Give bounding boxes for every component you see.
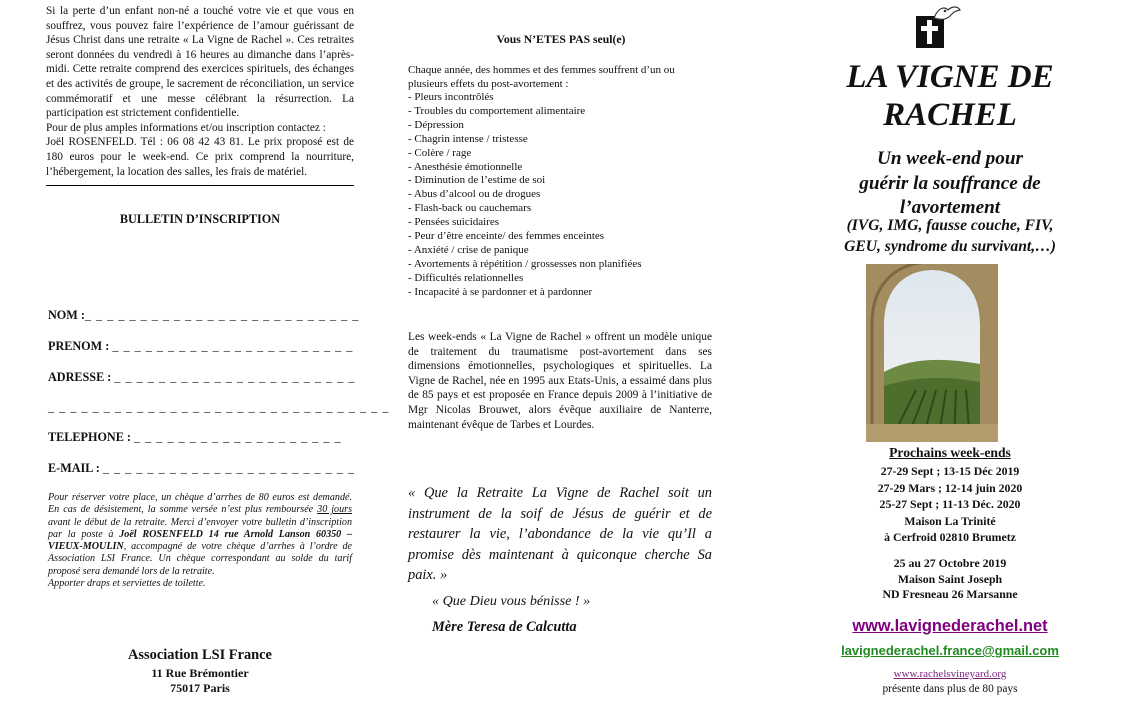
effect-item: - Incapacité à se pardonner et à pardonner [408,286,642,300]
subtitle-line3: l’avortement [899,197,1001,219]
note-part-c: avant le début de la retraite. Merci d’envoyer votre bulletin d’inscription par la poste à [48,516,352,540]
effects-intro: Chaque année, des hommes et des femmes souffrent d’un ou plusieurs effets du post-avortement : [408,64,675,90]
effect-item: - Abus d’alcool ou de drogues [408,188,642,202]
right-column [800,0,1100,724]
subtitle-line2: guérir la souffrance de [859,172,1041,194]
dates-block-2 [800,556,1100,603]
telephone-field[interactable] [48,430,342,445]
effect-item: - Chagrin intense / tristesse [408,133,642,147]
nom-line: _ _ _ _ _ _ _ _ _ _ _ _ _ _ _ _ _ _ _ _ _ _ _ _ _ [84,308,360,322]
effect-item: - Troubles du comportement alimentaire [408,105,642,119]
association-name: Association LSI France [128,647,272,663]
main-title-line1: LA VIGNE DE [846,59,1054,95]
prenom-field[interactable] [48,339,353,354]
telephone-label: TELEPHONE : [48,430,131,444]
subtitle [800,147,1100,221]
types-line1: (IVG, IMG, fausse couche, FIV, [846,217,1054,234]
email-field[interactable] [48,461,355,476]
main-title [800,58,1100,134]
website-link[interactable]: www.lavignederachel.net [852,617,1048,635]
prenom-label: PRENOM : [48,339,110,353]
intro-paragraph: Si la perte d’un enfant non-né a touché votre vie et que vous en souffrez, vous pouvez faire l’expérience de l’amour guérissant de Jésus Christ dans une retraite « La Vigne de Rachel ». Ces retraites seront données du vendredi à 16 heures au dimanche dans l’après-midi. Cette retraite comprend des exercices spirituels, des échanges et des activités de groupe, le sacrement de réconciliation, un service commémoratif et une messe célébrant la résurrection. La participation est strictement confidentielle. [46,5,354,120]
about-paragraph: Les week-ends « La Vigne de Rachel » offrent un modèle unique de traitement du traumatisme post-avortement dans ses dimensions émotionnelles, psychologiques et spirituelles. La Vigne de Rachel, née en 1995 aux Etats-Unis, a essaimé dans plus de 85 pays et est proposée en France depuis 2009 à l’initiative de Mgr Nicolas Brouwet, alors évêque auxiliaire de Nanterre, maintenant évêque de Tarbes et Lourdes. [408,331,712,431]
date-line: ND Fresneau 26 Marsanne [882,587,1018,602]
email-line: _ _ _ _ _ _ _ _ _ _ _ _ _ _ _ _ _ _ _ _ _ _ _ [102,461,356,475]
prenom-line: _ _ _ _ _ _ _ _ _ _ _ _ _ _ _ _ _ _ _ _ _ _ [112,339,354,353]
blessing: « Que Dieu vous bénisse ! » [432,593,591,609]
email-link[interactable]: lavignederachel.france@gmail.com [841,643,1059,658]
note-30-jours: 30 jours [317,504,352,516]
adresse-label: ADRESSE : [48,370,112,384]
presence-text: présente dans plus de 80 pays [882,683,1018,695]
adresse-field-2[interactable] [48,400,389,415]
date-line: à Cerfroid 02810 Brumetz [884,530,1016,545]
next-weekends-title: Prochains week-ends [889,445,1011,460]
date-line: 25 au 27 Octobre 2019 [893,556,1007,570]
email-label: E-MAIL : [48,461,100,475]
effect-item: - Pleurs incontrôlés [408,91,642,105]
association-street: 11 Rue Brémontier [151,666,249,680]
divider [46,185,354,186]
quote: « Que la Retraite La Vigne de Rachel soit un instrument de la soif de Jésus de guérir et de restaurer la vie, l’abondance de la vie qu’Il a promise dès maintenant à quiconque cherche Sa paix. » [408,485,712,584]
date-line: 25-27 Sept ; 11-13 Déc. 2020 [879,497,1021,512]
telephone-line: _ _ _ _ _ _ _ _ _ _ _ _ _ _ _ _ _ _ _ [134,430,342,444]
subtitle-line1: Un week-end pour [876,148,1024,169]
info-paragraph: Pour de plus amples informations et/ou inscription contactez : [46,121,326,134]
note-part-a: Pour réserver votre place, un chèque d’arrhes de 80 euros est demandé. En cas de désistement, la somme versée n’est plus remboursée [48,492,352,516]
types-list [800,215,1100,257]
bulletin-title: BULLETIN D’INSCRIPTION [119,212,281,227]
effect-item: - Colère / rage [408,147,642,161]
nom-field[interactable] [48,308,359,323]
contact-paragraph: Joël ROSENFELD. Tél : 06 08 42 43 81. Le prix proposé est de 180 euros pour le week-end. Ce prix comprend la nourriture, l’hébergement, la location des salles, les frais de matériel. [46,136,354,178]
effect-item: - Anesthésie émotionnelle [408,161,642,175]
note-part-f: Apporter draps et serviettes de toilette. [48,578,206,590]
effect-item: - Avortements à répétition / grossesses non planifiées [408,258,642,272]
adresse-line: _ _ _ _ _ _ _ _ _ _ _ _ _ _ _ _ _ _ _ _ _ _ [114,370,356,384]
effect-item: - Pensées suicidaires [408,216,642,230]
main-title-line2: RACHEL [883,97,1017,133]
note-address: Joël ROSENFELD 14 rue Arnold Lanson 60350 – VIEUX-MOULIN [48,528,352,553]
section-title: Vous N’ETES PAS seul(e) [496,33,626,46]
effect-item: - Flash-back ou cauchemars [408,202,642,216]
adresse-line-2: _ _ _ _ _ _ _ _ _ _ _ _ _ _ _ _ _ _ _ _ _ _ _ _ _ _ _ _ _ _ _ [48,400,390,414]
nom-label: NOM : [48,308,85,322]
effect-item: - Peur d’être enceinte/ des femmes enceintes [408,230,642,244]
effect-item: - Dépression [408,119,642,133]
quote-author: Mère Teresa de Calcutta [432,619,577,635]
website2-link[interactable]: www.rachelsvineyard.org [893,668,1007,680]
date-line: Maison La Trinité [904,513,996,528]
effect-item: - Anxiété / crise de panique [408,244,642,258]
types-line2: GEU, syndrome du survivant,…) [844,238,1056,255]
dates-block [800,463,1100,546]
effects-list [408,91,642,300]
date-line: Maison Saint Joseph [897,571,1003,586]
date-line: 27-29 Mars ; 12-14 juin 2020 [877,480,1023,495]
effect-item: - Diminution de l’estime de soi [408,174,642,188]
left-column [46,0,390,695]
reservation-note [48,492,352,590]
date-line: 27-29 Sept ; 13-15 Déc 2019 [880,464,1020,478]
association-city: 75017 Paris [170,681,230,695]
note-part-e: , accompagné de votre chèque d’arrhes à l’ordre de Association LSI France. Un chèque correspondant au solde du tarif proposé sera demandé lors de la retraite. [48,541,352,577]
adresse-field[interactable] [48,370,355,385]
effect-item: - Difficultés relationnelles [408,272,642,286]
